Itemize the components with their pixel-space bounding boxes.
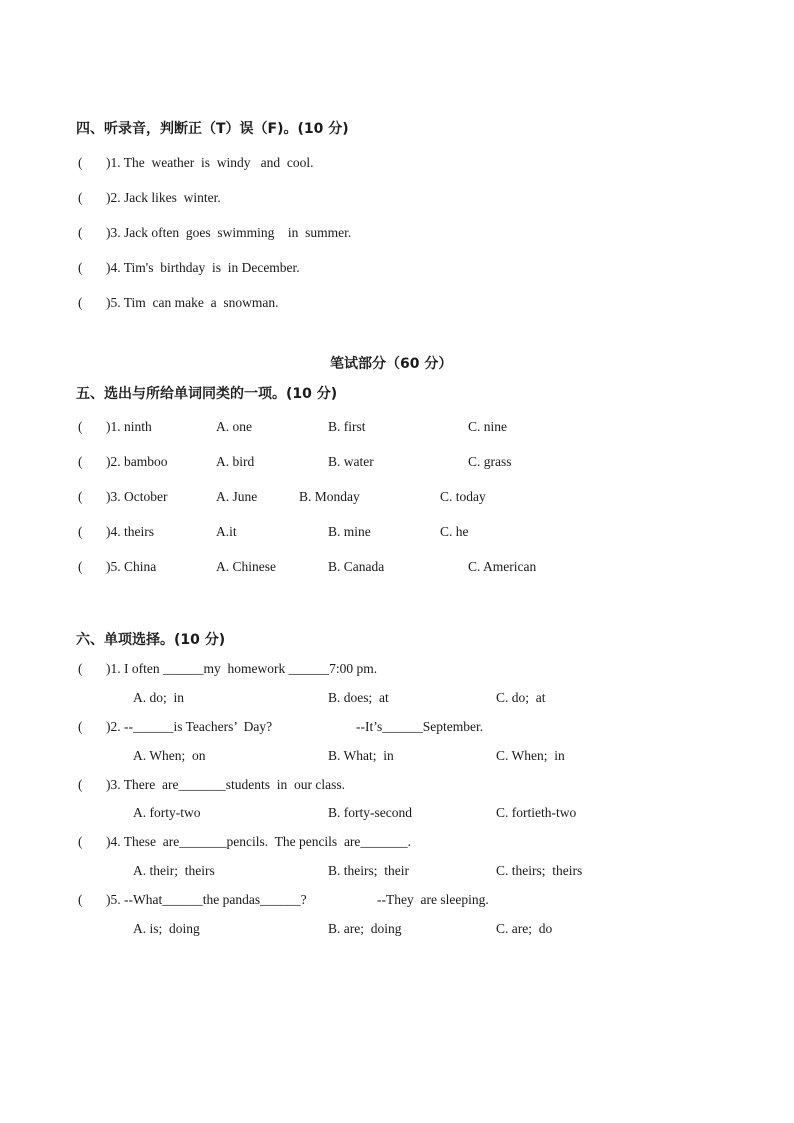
option-b: B. first xyxy=(328,419,366,434)
option-b: B. water xyxy=(328,454,374,469)
word-stem: )2. bamboo xyxy=(106,454,168,469)
word-stem: )3. October xyxy=(106,489,168,504)
tf-question: )3. Jack often goes swimming in summer. xyxy=(106,225,352,240)
answer-bracket: ( xyxy=(78,524,83,539)
answer-bracket: ( xyxy=(78,834,83,849)
answer-bracket: ( xyxy=(78,559,83,574)
answer-bracket: ( xyxy=(78,225,83,240)
option-b: B. are; doing xyxy=(328,921,402,936)
option-a: A. June xyxy=(216,489,258,504)
option-a: A. Chinese xyxy=(216,559,276,574)
option-c: C. theirs; theirs xyxy=(496,863,583,878)
option-a: A. bird xyxy=(216,454,255,469)
word-stem: )4. theirs xyxy=(106,524,154,539)
section4-heading: 四、听录音，判断正（T）误（F)。(10 分) xyxy=(76,121,349,137)
answer-bracket: ( xyxy=(78,260,83,275)
option-c: C. When; in xyxy=(496,748,565,763)
section5-heading: 五、选出与所给单词同类的一项。(10 分) xyxy=(76,386,338,402)
choice-question: )5. --What______the pandas______? xyxy=(106,892,307,907)
answer-bracket: ( xyxy=(78,454,83,469)
choice-question: )4. These are_______pencils. The pencils are_______. xyxy=(106,834,412,849)
option-a: A. is; doing xyxy=(133,921,200,936)
option-b: B. theirs; their xyxy=(328,863,409,878)
answer-bracket: ( xyxy=(78,489,83,504)
option-b: B. What; in xyxy=(328,748,394,763)
answer-bracket: ( xyxy=(78,190,83,205)
written-part-title: 笔试部分（60 分） xyxy=(330,356,453,372)
choice-answer-line: --They are sleeping. xyxy=(377,892,489,907)
answer-bracket: ( xyxy=(78,419,83,434)
option-a: A. When; on xyxy=(133,748,206,763)
option-a: A. their; theirs xyxy=(133,863,215,878)
answer-bracket: ( xyxy=(78,661,83,676)
choice-question: )2. --______is Teachers’ Day? xyxy=(106,719,273,734)
option-c: C. today xyxy=(440,489,486,504)
choice-answer-line: --It’s______September. xyxy=(356,719,484,734)
choice-question: )3. There are_______students in our class. xyxy=(106,777,345,792)
choice-question: )1. I often ______my homework ______7:00 pm. xyxy=(106,661,378,676)
tf-question: )4. Tim's birthday is in December. xyxy=(106,260,300,275)
option-c: C. grass xyxy=(468,454,512,469)
word-stem: )5. China xyxy=(106,559,157,574)
section6-heading: 六、单项选择。(10 分) xyxy=(76,632,226,648)
option-b: B. mine xyxy=(328,524,371,539)
option-b: B. does; at xyxy=(328,690,389,705)
answer-bracket: ( xyxy=(78,777,83,792)
option-a: A. forty-two xyxy=(133,805,201,820)
tf-question: )1. The weather is windy and cool. xyxy=(106,155,314,170)
option-c: C. nine xyxy=(468,419,507,434)
option-c: C. are; do xyxy=(496,921,553,936)
option-c: C. do; at xyxy=(496,690,546,705)
answer-bracket: ( xyxy=(78,719,83,734)
option-b: B. Monday xyxy=(299,489,360,504)
answer-bracket: ( xyxy=(78,892,83,907)
option-a: A. one xyxy=(216,419,252,434)
answer-bracket: ( xyxy=(78,295,83,310)
option-c: C. American xyxy=(468,559,537,574)
option-b: B. forty-second xyxy=(328,805,412,820)
answer-bracket: ( xyxy=(78,155,83,170)
option-c: C. fortieth-two xyxy=(496,805,577,820)
option-a: A.it xyxy=(216,524,237,539)
option-c: C. he xyxy=(440,524,469,539)
option-b: B. Canada xyxy=(328,559,385,574)
word-stem: )1. ninth xyxy=(106,419,152,434)
tf-question: )5. Tim can make a snowman. xyxy=(106,295,279,310)
tf-question: )2. Jack likes winter. xyxy=(106,190,221,205)
option-a: A. do; in xyxy=(133,690,185,705)
